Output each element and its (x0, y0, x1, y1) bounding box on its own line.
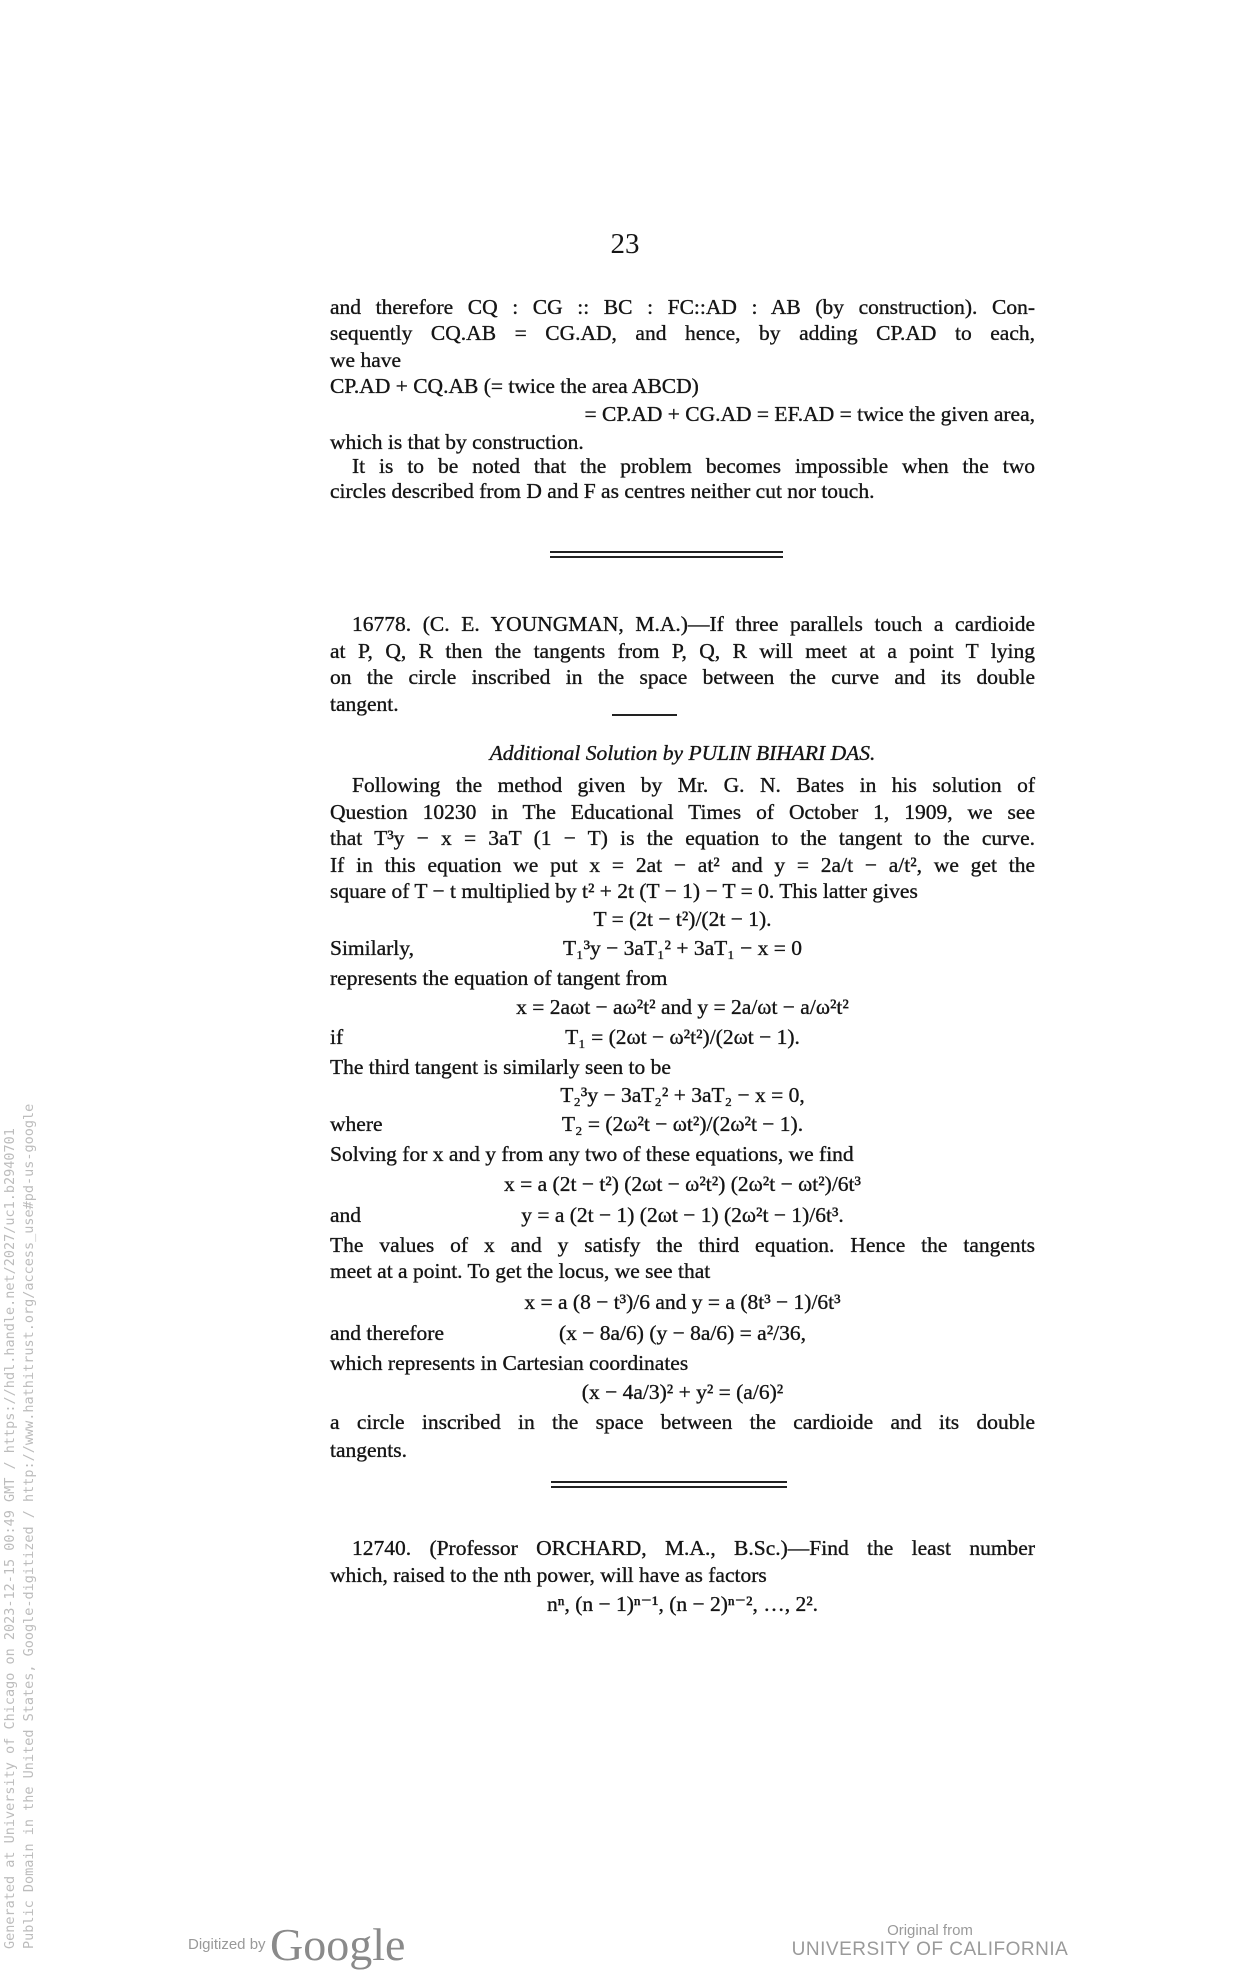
text-line: which represents in Cartesian coordinates (330, 1351, 689, 1375)
text-line: (x − 4a/3)² + y² = (a/6)² (581, 1380, 784, 1404)
text-line: T = (2t − t²)/(2t − 1). (593, 907, 772, 931)
text-line: a circle inscribed in the space between the cardioide and its double (330, 1410, 1035, 1434)
text-line: x = 2aωt − aω²t² and y = 2a/ωt − a/ω²t² (516, 995, 849, 1019)
text-line: 16778. (C. E. YOUNGMAN, M.A.)—If three parallels touch a cardioide (352, 612, 1035, 636)
equation: y = a (2t − 1) (2ωt − 1) (2ω²t − 1)/6t³. (521, 1203, 844, 1227)
text-line: = CP.AD + CG.AD = EF.AD = twice the given area, (584, 402, 1035, 426)
text-line: which, raised to the nth power, will have as factors (330, 1563, 767, 1587)
text-line: that T³y − x = 3aT (1 − T) is the equation to the tangent to the curve. (330, 826, 1035, 850)
original-source (780, 1922, 1080, 1961)
text-line: sequently CQ.AB = CG.AD, and hence, by adding CP.AD to each, (330, 321, 1035, 345)
text-line: T₂³y − 3aT₂² + 3aT₂ − x = 0, (560, 1083, 805, 1107)
text-line: Question 10230 in The Educational Times of October 1, 1909, we see (330, 800, 1035, 824)
equation-row (330, 935, 1035, 961)
equation-label: and therefore (330, 1321, 444, 1345)
section-divider (551, 1481, 787, 1488)
original-from-label: Original from (887, 1922, 973, 1939)
text-line: The values of x and y satisfy the third equation. Hence the tangents (330, 1233, 1035, 1257)
equation-row (330, 1111, 1035, 1137)
short-divider (612, 714, 677, 716)
text-line: square of T − t multiplied by t² + 2t (T − 1) − T = 0. This latter gives (330, 879, 918, 903)
section-divider (550, 551, 783, 558)
equation: T₁³y − 3aT₁² + 3aT₁ − x = 0 (562, 936, 803, 960)
equation: (x − 8a/6) (y − 8a/6) = a²/36, (558, 1321, 806, 1345)
text-line: The third tangent is similarly seen to be (330, 1055, 671, 1079)
text-line: we have (330, 348, 402, 372)
equation: T₂ = (2ω²t − ωt²)/(2ω²t − 1). (561, 1112, 804, 1136)
equation-label: Similarly, (330, 936, 415, 960)
google-logo: Google (270, 1919, 406, 1970)
page-number: 23 (610, 228, 640, 260)
text-line: at P, Q, R then the tangents from P, Q, R will meet at a point T lying (330, 639, 1035, 663)
text-line: If in this equation we put x = 2at − at² and y = 2a/t − a/t², we get the (330, 853, 1035, 877)
equation-label: and (330, 1203, 362, 1227)
equation-label: where (330, 1112, 383, 1136)
watermark-line-1: Generated at University of Chicago on 2023-12-15 00:49 GMT / https://hdl.handle.net/2027/uc1.b2940701 (2, 1128, 18, 1949)
hathitrust-watermark (1, 969, 39, 1949)
text-line: which is that by construction. (330, 430, 584, 454)
text-line: tangent. (330, 692, 399, 716)
text-line: CP.AD + CQ.AB (= twice the area ABCD) (330, 374, 699, 398)
equation-label: if (330, 1025, 344, 1049)
text-line: tangents. (330, 1438, 408, 1462)
equation-row (330, 1024, 1035, 1050)
equation: T₁ = (2ωt − ω²t²)/(2ωt − 1). (565, 1025, 800, 1049)
text-line: represents the equation of tangent from (330, 966, 668, 990)
text-line: x = a (2t − t²) (2ωt − ω²t²) (2ω²t − ωt²)/6t³ (504, 1172, 861, 1196)
text-line: Following the method given by Mr. G. N. Bates in his solution of (352, 773, 1035, 797)
institution-name: UNIVERSITY OF CALIFORNIA (791, 1939, 1069, 1960)
digitized-by-google (188, 1918, 405, 1971)
equation-row (330, 1202, 1035, 1228)
text-line: nⁿ, (n − 1)ⁿ⁻¹, (n − 2)ⁿ⁻², …, 2². (546, 1592, 819, 1616)
text-line: It is to be noted that the problem becomes impossible when the two (352, 454, 1035, 478)
digitized-by-label: Digitized by (188, 1936, 266, 1953)
text-line: meet at a point. To get the locus, we see that (330, 1259, 711, 1283)
text-line: 12740. (Professor ORCHARD, M.A., B.Sc.)—Find the least number (352, 1536, 1035, 1560)
text-line: x = a (8 − t³)/6 and y = a (8t³ − 1)/6t³ (524, 1290, 841, 1314)
text-line: Solving for x and y from any two of these equations, we find (330, 1142, 854, 1166)
text-line: on the circle inscribed in the space between the curve and its double (330, 665, 1035, 689)
text-line: circles described from D and F as centres neither cut nor touch. (330, 479, 875, 503)
watermark-line-2: Public Domain in the United States, Google-digitized / http://www.hathitrust.org/access_use#pd-us-google (21, 1103, 37, 1949)
equation-row (330, 1320, 1035, 1346)
text-line: Additional Solution by PULIN BIHARI DAS. (489, 741, 876, 765)
text-line: and therefore CQ : CG :: BC : FC::AD : AB (by construction). Con- (330, 295, 1035, 319)
